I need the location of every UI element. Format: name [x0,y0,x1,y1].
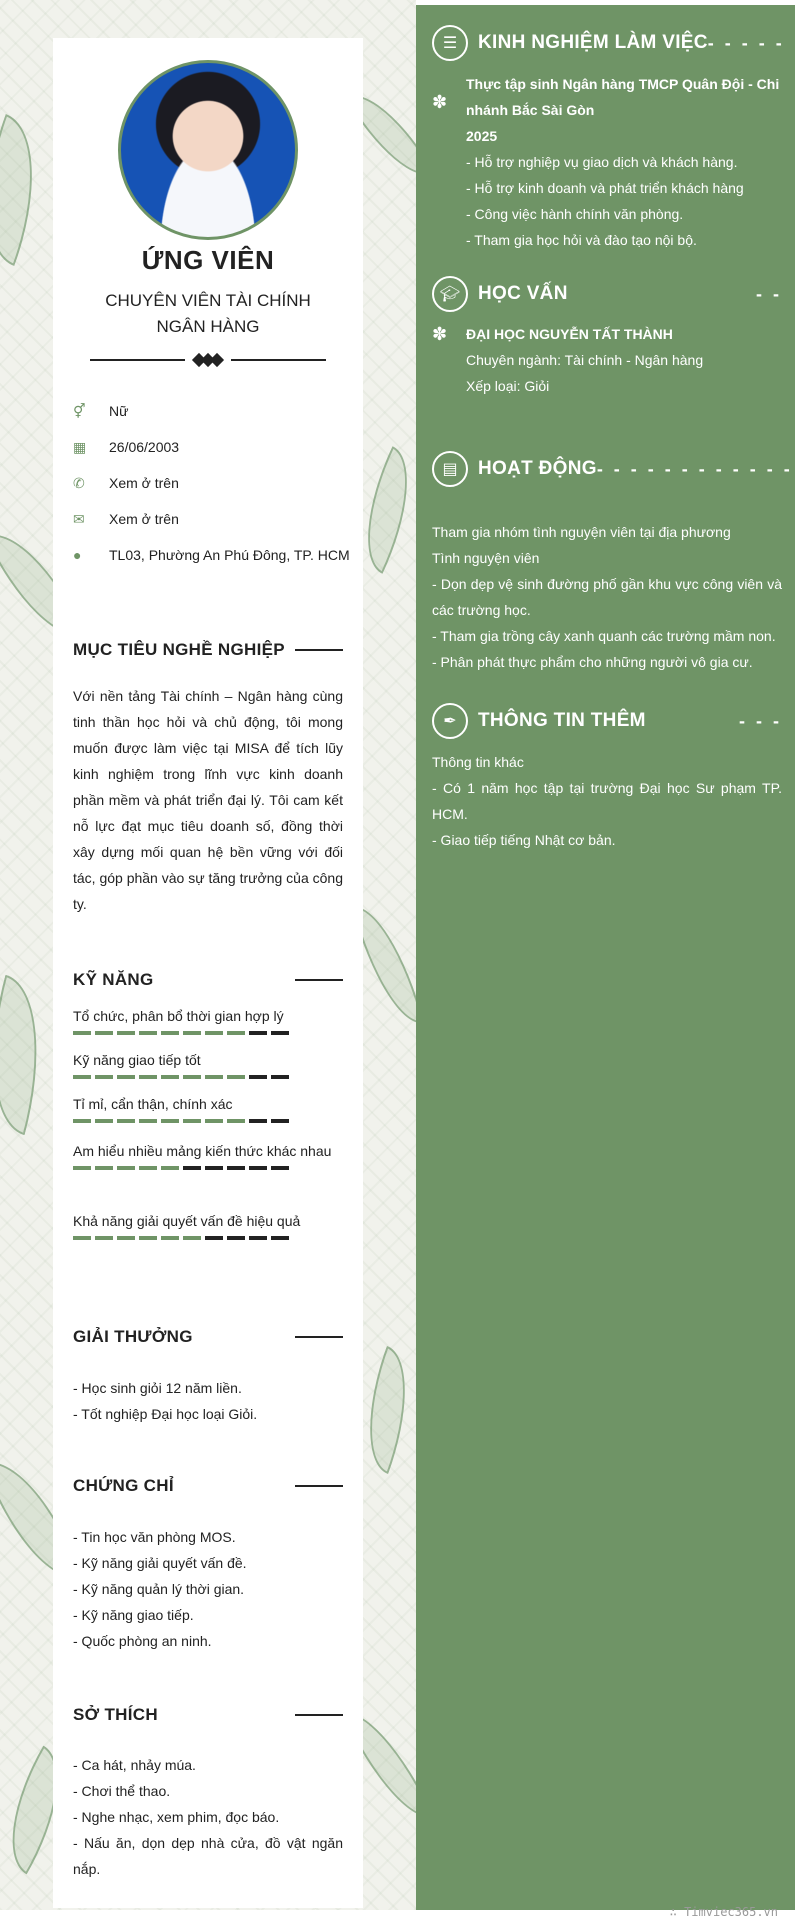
experience-heading: ☰ KINH NGHIỆM LÀM VIỆC - - - - - [432,25,782,61]
skill-level-segment [183,1119,201,1123]
ornament-divider [90,353,326,367]
objective-text: Với nền tảng Tài chính – Ngân hàng cùng tinh thần học hỏi và chủ động, tôi mong muốn được làm việc tại MISA để tích lũy kinh nghiệm trong lĩnh vực kinh doanh phần mềm và phát triển đại lý. Tôi cam kết nỗ lực đạt mục tiêu doanh số, đồng thời xây dựng mối quan hệ bền vững với đối tác, góp phần vào sự tăng trưởng của công ty. [73,688,343,912]
skill-level-segment [117,1236,135,1240]
skill-level-segment [205,1119,223,1123]
experience-entry: ✽ Thực tập sinh Ngân hàng TMCP Quân Đội - Chi nhánh Bắc Sài Gòn 2025 - Hỗ trợ nghiệp vụ giao dịch và khách hàng. - Hỗ trợ kinh doanh và phát triển khách hàng - Công việc hành chính văn phòng. - Tham gia học hỏi và đào tạo nội bộ. [432,76,780,248]
hobbies-list: - Ca hát, nhảy múa. - Chơi thể thao. - Nghe nhạc, xem phim, đọc báo. - Nấu ăn, dọn dẹp nhà cửa, đồ vật ngăn nắp. [73,1757,343,1877]
skill-level-bar [73,1119,343,1123]
awards-heading: GIẢI THƯỞNG [73,1325,343,1349]
skill-level-segment [161,1031,179,1035]
skill-name: Khả năng giải quyết vấn đề hiệu quả [73,1213,301,1229]
skills-heading: KỸ NĂNG [73,968,343,992]
phone-icon: ✆ [73,475,85,491]
skill-level-segment [95,1119,113,1123]
flower-bullet-icon: ✽ [432,92,448,112]
skill-level-segment [183,1031,201,1035]
skill-level-segment [117,1075,135,1079]
candidate-name: ỨNG VIÊN [141,245,275,275]
skill-level-segment [139,1236,157,1240]
skill-level-segment [271,1166,289,1170]
skill-level-segment [227,1166,245,1170]
skill-level-segment [205,1236,223,1240]
gender-icon: ⚥ [73,403,86,419]
skill-level-segment [227,1075,245,1079]
skill-name: Am hiểu nhiều mảng kiến thức khác nhau [73,1143,332,1159]
right-column [416,5,810,1910]
skill-name: Tỉ mỉ, cẩn thận, chính xác [73,1096,233,1112]
personal-info [73,398,353,578]
skill-level-bar [73,1236,343,1240]
skill-name: Tổ chức, phân bổ thời gian hợp lý [73,1008,284,1024]
skill-level-segment [117,1119,135,1123]
skill-level-segment [139,1031,157,1035]
info-birthday: ▦ 26/06/2003 [73,434,353,460]
skill-level-segment [117,1031,135,1035]
awards-list: - Học sinh giỏi 12 năm liền. - Tốt nghiệp Đại học loại Giỏi. [73,1380,258,1422]
extra-text: Thông tin khác - Có 1 năm học tập tại trường Đại học Sư phạm TP. HCM. - Giao tiếp tiếng Nhật cơ bản. [432,754,782,848]
education-entry: ✽ ĐẠI HỌC NGUYỄN TẤT THÀNH Chuyên ngành: Tài chính - Ngân hàng Xếp loại: Giỏi [432,321,782,399]
skill-level-segment [271,1236,289,1240]
skill-item [73,1208,343,1240]
skill-level-segment [95,1031,113,1035]
skill-level-segment [139,1166,157,1170]
skill-level-segment [73,1236,91,1240]
skill-level-segment [227,1236,245,1240]
skill-level-segment [161,1119,179,1123]
skill-level-bar [73,1075,343,1079]
envelope-icon: ✉ [73,511,85,527]
skill-level-segment [249,1075,267,1079]
skill-item [73,1091,343,1123]
skill-level-segment [205,1031,223,1035]
info-phone: ✆ Xem ở trên [73,470,353,496]
skill-level-segment [139,1075,157,1079]
skill-level-segment [249,1236,267,1240]
education-heading: 🎓︎ HỌC VẤN - - [432,276,782,312]
skill-level-segment [161,1075,179,1079]
skill-item [73,1003,343,1035]
certificates-heading: CHỨNG CHỈ [73,1474,343,1498]
certificates-list: - Tin học văn phòng MOS. - Kỹ năng giải quyết vấn đề. - Kỹ năng quản lý thời gian. - Kỹ năng giao tiếp. - Quốc phòng an ninh. [73,1529,247,1649]
skill-level-segment [117,1166,135,1170]
skill-level-bar [73,1166,343,1170]
activities-text: Tham gia nhóm tình nguyện viên tại địa phương Tình nguyện viên - Dọn dẹp vệ sinh đường phố gần khu vực công viên và các trường học. - Tham gia trồng cây xanh quanh các trường mầm non. - Phân phát thực phẩm cho những người vô gia cư. [432,524,782,670]
objective-heading: MỤC TIÊU NGHỀ NGHIỆP [73,638,343,662]
skill-level-segment [249,1119,267,1123]
skill-level-segment [205,1075,223,1079]
info-gender: ⚥ Nữ [73,398,353,424]
skill-level-segment [183,1166,201,1170]
avatar [118,60,298,240]
skill-level-segment [73,1031,91,1035]
info-email: ✉ Xem ở trên [73,506,353,532]
skill-level-segment [95,1236,113,1240]
calendar-icon: ▤ [432,451,468,487]
hobbies-heading: SỞ THÍCH [73,1703,343,1727]
skill-level-segment [95,1075,113,1079]
skill-level-segment [271,1075,289,1079]
skill-level-segment [227,1119,245,1123]
left-column [53,38,363,1908]
job-title: CHUYÊN VIÊN TÀI CHÍNH NGÂN HÀNG [105,291,311,336]
skill-level-segment [139,1119,157,1123]
extra-heading: ✒ THÔNG TIN THÊM - - - [432,703,782,739]
graduation-cap-icon: 🎓︎ [432,276,468,312]
skill-level-segment [161,1236,179,1240]
skill-level-bar [73,1031,343,1035]
skill-level-segment [73,1075,91,1079]
skill-level-segment [183,1236,201,1240]
info-address: ● TL03, Phường An Phú Đông, TP. HCM [73,542,353,568]
skill-level-segment [161,1166,179,1170]
activities-heading: ▤ HOẠT ĐỘNG - - - - - - - - - - - - - [432,451,782,487]
birthday-cake-icon: ▦ [73,439,87,455]
skill-level-segment [95,1166,113,1170]
book-stack-icon: ☰ [432,25,468,61]
flower-bullet-icon: ✽ [432,324,448,344]
skill-level-segment [249,1166,267,1170]
watermark: ∴ Timviec365.vn [669,1905,778,1919]
skill-level-segment [271,1031,289,1035]
pen-nib-icon: ✒ [432,703,468,739]
skill-level-segment [249,1031,267,1035]
skill-level-segment [183,1075,201,1079]
skill-level-segment [73,1119,91,1123]
skill-item [73,1047,343,1079]
skill-level-segment [73,1166,91,1170]
skill-item [73,1138,343,1170]
skill-level-segment [271,1119,289,1123]
map-pin-icon: ● [73,547,82,563]
skill-level-segment [227,1031,245,1035]
skill-level-segment [205,1166,223,1170]
skill-name: Kỹ năng giao tiếp tốt [73,1052,201,1068]
